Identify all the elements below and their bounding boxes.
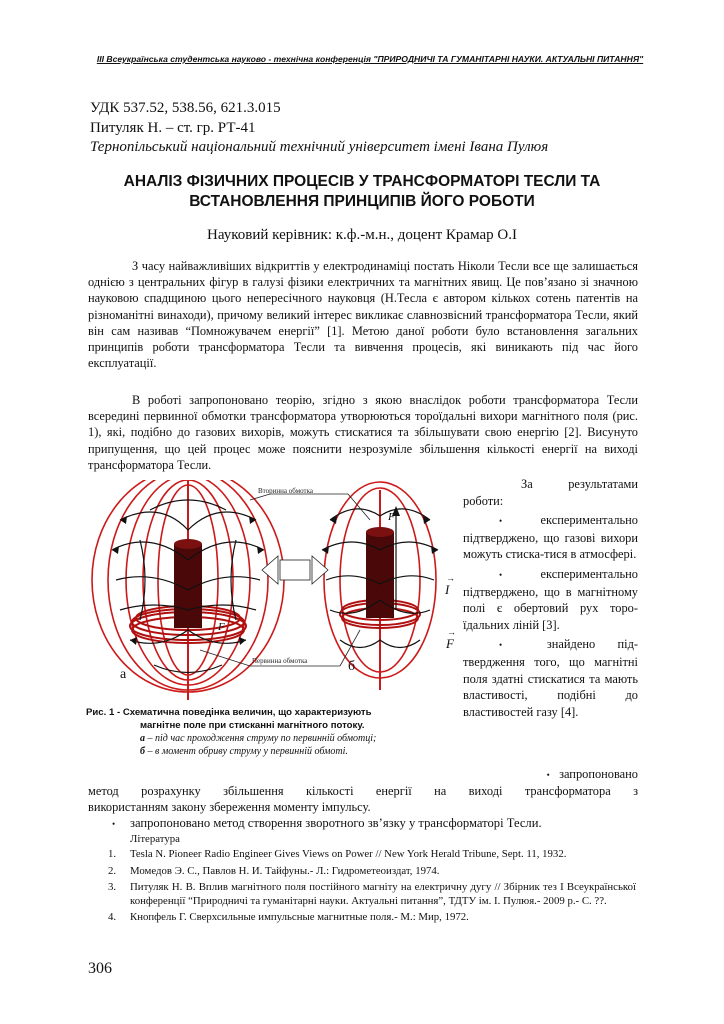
vector-F-label: → F: [446, 627, 456, 651]
paper-title: АНАЛІЗ ФІЗИЧНИХ ПРОЦЕСІВ У ТРАНСФОРМАТОРІ ТЕСЛИ ТА ВСТАНОВЛЕННЯ ПРИНЦИПІВ ЙОГО РОБОТИ: [123, 173, 601, 210]
caption-line-3: а – під час проходження струму по первинній обмотці;: [140, 733, 377, 744]
figure-magnetic-field: [90, 480, 456, 700]
result-item-4: • запропоновано метод розрахунку збільшення кількості енергії на виході трансформатора з використанням закону збереження моменту імпульсу.: [88, 767, 638, 815]
university-line: Тернопільський національний технічний університет імені Івана Пулюя: [90, 139, 549, 155]
reference-item: 2. Момедов Э. С., Павлов Н. И. Тайфуны.- Л.: Гидрометеоиздат, 1974.: [108, 864, 440, 877]
literature-heading: Література: [130, 833, 180, 845]
primary-winding-label: Первинна обмотка: [252, 657, 308, 665]
page-number: 306: [88, 960, 112, 977]
result-item-2: • експериментально підтверджено, що в магнітному полі є обертовий рух торо-їдальних ліній [3].: [463, 566, 638, 632]
result-item-5: • запропоновано метод створення зворотного зв’язку у трансформаторі Тесли.: [112, 816, 542, 830]
result-item-1: • експериментально підтверджено, що газові вихори можуть стиска-тися в атмосфері.: [463, 513, 638, 562]
author-line: Питуляк Н. – ст. гр. РТ-41: [90, 120, 256, 136]
references-list: [108, 848, 636, 928]
reference-item: 1. Tesla N. Pioneer Radio Engineer Gives Views on Power // New York Herald Tribune, Sept. 11, 1932.: [108, 848, 567, 860]
results-intro: За результатами роботи:: [463, 477, 638, 508]
coil-b-drawing: [322, 482, 438, 690]
figure-label-b: б: [348, 659, 356, 674]
figure-label-a: а: [120, 667, 127, 682]
caption-line-2: магнітне поле при стисканні магнітного потоку.: [140, 720, 365, 731]
udk-code: УДК 537.52, 538.56, 621.3.015: [90, 100, 281, 116]
paragraph-2: В роботі запропоновано теорію, згідно з якою внаслідок роботи трансформатора Тесли всередині первинної обмотки трансформатора утворюються тороїдальні вихори магнітного поля (рис. 1), які, подібно до газових вихорів, можуть стискатися та збільшувати свою енергію [2]. Висунуто припущення, що цей процес може пояснити незрозуміле збільшення кількості енергії на виході трансформатора Тесли.: [88, 393, 638, 472]
conference-header: III Всеукраїнська студентська науково - технічна конференція "ПРИРОДНИЧІ ТА ГУМАНІТАРНІ НАУКИ. АКТУАЛЬНІ ПИТАННЯ": [96, 54, 644, 64]
advisor-line: Науковий керівник: к.ф.-м.н., доцент Крамар О.І: [207, 227, 517, 243]
reference-item: 3. Питуляк Н. В. Вплив магнітного поля постійного магніту на електричну дугу // Збірник тез І Всеукраїнської конференції “Природничі та гуманітарні науки. Актуальні питання”, ТДТУ ім. І. Пулюя.- 2009 р.- С. ??.: [108, 881, 636, 907]
caption-line-1: Рис. 1 - Схематична поведінка величин, що характеризують: [86, 707, 372, 718]
paragraph-1: З часу найважливіших відкриттів у електродинаміці постать Ніколи Тесли все ще залишається однією з центральних фігур в галузі фізики електричних та магнітних явищ. Це пов’язано зі значною науковою спадщиною цього непересічного науковця (Н.Тесла є автором кількох сотень патентів на різноманітні винаходи), причому великий інтерес викликає славнозвісний трансформатора Тесли, який він сам називав “Помножувачем енергії” [1]. Метою даної роботи було встановлення загальних принципів роботи трансформатора Тесли та вивчення процесів, які виникають під час його експлуатації.: [88, 259, 638, 371]
vector-F-label-a: F: [218, 621, 225, 633]
caption-line-4: б – в момент обриву струму у первинній обмоті.: [140, 746, 348, 757]
vector-I-label: → I: [445, 573, 455, 597]
vector-F-label-b: F: [388, 511, 395, 523]
results-column: [463, 476, 638, 720]
reference-item: 4. Кнопфель Г. Сверхсильные импульсные магнитные поля.- М.: Мир, 1972.: [108, 911, 469, 923]
figure-caption: [86, 706, 456, 758]
secondary-winding-label: Вторинна обмотка: [258, 487, 314, 495]
result-item-3: • знайдено під-твердження того, що магнітні поля здатні стискатися та мають властивості, подібні до властивостей газу [4].: [463, 637, 638, 719]
